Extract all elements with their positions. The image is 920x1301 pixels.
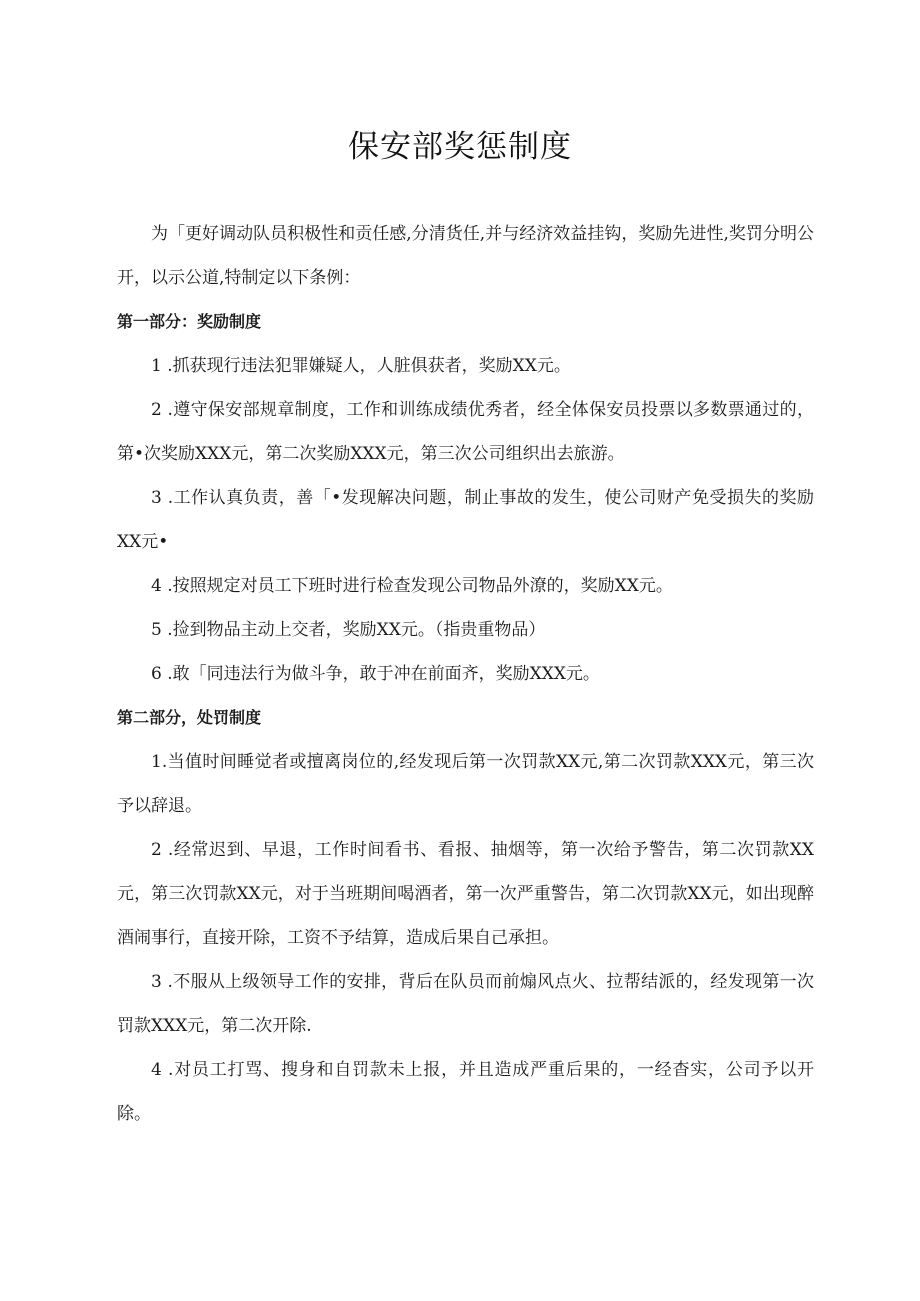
section-penalties [117,696,814,1136]
penalty-item-2: 2 .经常迟到、早退，工作时间看书、看报、抽烟等，第一次给予警告，第二次罚款XX元，第三次罚款XX元，对于当班期间喝酒者，第一次严重警告，第二次罚款XX元，如出现醉酒闹事行，直接开除，工资不予结算，造成后果自己承担。 [117,840,814,948]
reward-item-4: 4 .按照规定对员工下班时进行检查发现公司物品外潦的，奖励XX元。 [151,576,673,596]
document-title: 保安部奖惩制度 [348,129,572,165]
section-rewards [117,300,814,696]
reward-item-6: 6 .敢「同违法行为做斗争，敢于冲在前面齐，奖励XXX元。 [151,664,600,684]
intro-paragraph: 为「更好调动队员积极性和贡任感,分清货任,并与经济效益挂钩，奖励先进性,奖罚分明公开，以示公道,特制定以下条例： [117,224,814,288]
penalty-item-1: 1.当值时间睡觉者或擅离岗位的,经发现后第一次罚款XX元,第二次罚款XXX元，第三次予以辞退。 [117,752,814,816]
reward-item-3: 3 .工作认真负责，善「•发现解决问题，制止事故的发生，使公司财产免受损失的奖励XX元• [117,488,814,552]
document-body [117,212,814,1136]
reward-item-1: 1 .抓获现行违法犯罪嫌疑人，人脏俱获者，奖励XX元。 [151,356,571,376]
section-heading-rewards: 第一部分：奖励制度 [117,312,262,331]
reward-item-5: 5 .捡到物品主动上交者，奖励XX元。（指贵重物品） [151,620,546,640]
penalty-item-3: 3 .不服从上级领导工作的安排，背后在队员而前煽风点火、拉帮结派的，经发现第一次罚款XXX元，第二次开除. [117,972,814,1036]
section-heading-penalties: 第二部分，处罚制度 [117,708,262,727]
penalty-item-4: 4 .对员工打骂、搜身和自罚款未上报，并且造成严重后果的，一经杳实，公司予以开除。 [117,1060,814,1124]
reward-item-2: 2 .遵守保安部规章制度，工作和训练成绩优秀者，经全体保安员投票以多数票通过的，第•次奖励XXX元，第二次奖励XXX元，第三次公司组织出去旅游。 [117,400,814,464]
